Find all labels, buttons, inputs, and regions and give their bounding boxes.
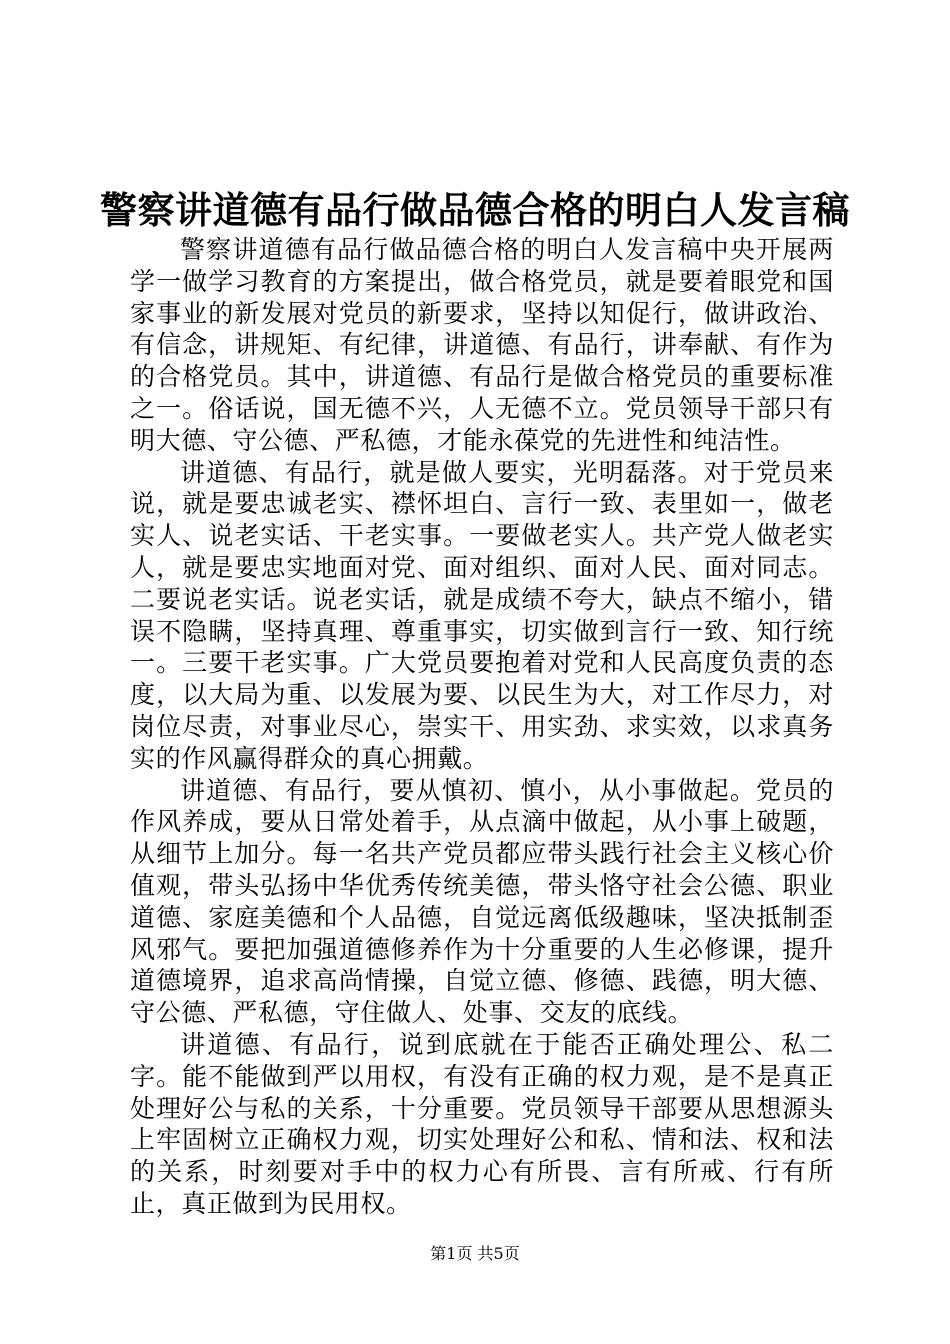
document-title: 警察讲道德有品行做品德合格的明白人发言稿 [100, 189, 850, 232]
page-footer: 第1页 共5页 [430, 1244, 520, 1263]
paragraph-4: 讲道德、有品行，说到底就在于能否正确处理公、私二字。能不能做到严以用权，有没有正确的权力观，是不是真正处理好公与私的关系，十分重要。党员领导干部要从思想源头上牢固树立正确权力观，切实处理好公和私、情和法、权和法的关系，时刻要对手中的权力心有所畏、言有所戒、行有所止，真正做到为民用权。 [130, 1029, 834, 1218]
paragraph-2: 讲道德、有品行，就是做人要实，光明磊落。对于党员来说，就是要忠诚老实、襟怀坦白、言行一致、表里如一，做老实人、说老实话、干老实事。一要做老实人。共产党人做老实人，就是要忠实地面对党、面对组织、面对人民、面对同志。二要说老实话。说老实话，就是成绩不夸大，缺点不缩小，错误不隐瞒，坚持真理、尊重事实，切实做到言行一致、知行统一。三要干老实事。广大党员要抱着对党和人民高度负责的态度，以大局为重、以发展为要、以民生为大，对工作尽力，对岗位尽责，对事业尽心，崇实干、用实劲、求实效，以求真务实的作风赢得群众的真心拥戴。 [130, 457, 834, 773]
paragraph-1: 警察讲道德有品行做品德合格的明白人发言稿中央开展两学一做学习教育的方案提出，做合格党员，就是要着眼党和国家事业的新发展对党员的新要求，坚持以知促行，做讲政治、有信念，讲规矩、有纪律，讲道德、有品行，讲奉献、有作为的合格党员。其中，讲道德、有品行是做合格党员的重要标准之一。俗话说，国无德不兴，人无德不立。党员领导干部只有明大德、守公德、严私德，才能永葆党的先进性和纯洁性。 [130, 235, 834, 455]
document-body [130, 234, 834, 1220]
paragraph-3: 讲道德、有品行，要从慎初、慎小，从小事做起。党员的作风养成，要从日常处着手，从点滴中做起，从小事上破题，从细节上加分。每一名共产党员都应带头践行社会主义核心价值观，带头弘扬中华优秀传统美德，带头恪守社会公德、职业道德、家庭美德和个人品德，自觉远离低级趣味，坚决抵制歪风邪气。要把加强道德修养作为十分重要的人生必修课，提升道德境界，追求高尚情操，自觉立德、修德、践德，明大德、守公德、严私德，守住做人、处事、交友的底线。 [130, 775, 834, 1028]
